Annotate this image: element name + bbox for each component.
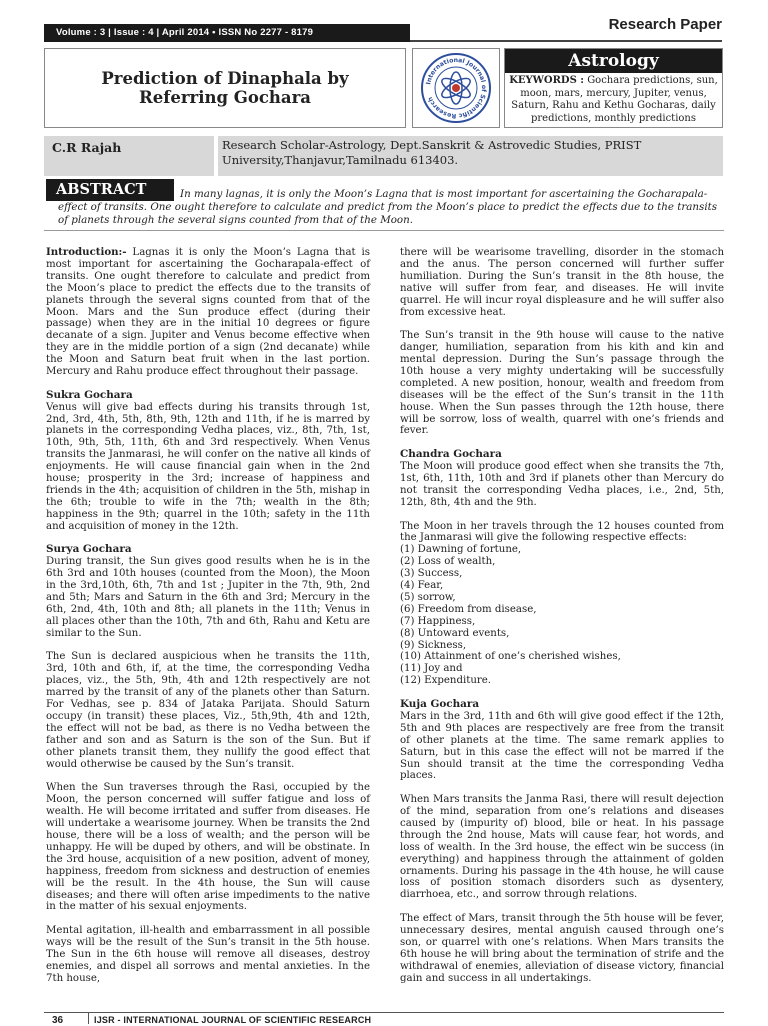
intro-label: Introduction:- (46, 246, 127, 258)
paragraph-surya-4: Mental agitation, ill-health and embarrassment in all possible ways will be the result of the Sun’s transit in the 5th house. The Sun in the 6th house will remove all diseases, destroy enemies, and dispel all sorrows and mental anxieties. In the 7th house, (46, 925, 370, 984)
list-item: (11) Joy and (400, 663, 463, 675)
abstract-text: In many lagnas, it is only the Moon’s Lagna that is most important for ascertaining the Gocharapala-effect of transits. One ought therefore to calculate and predict from the Moon’s place to predict the effects due to the transits of planets through the several signs counted from that of the Moon. (58, 188, 718, 226)
subject-heading: Astrology (505, 49, 722, 73)
issue-info-bar: Volume : 3 | Issue : 4 | April 2014 • ISSN No 2277 - 8179 (44, 24, 410, 42)
list-item: (10) Attainment of one’s cherished wishes, (400, 651, 621, 663)
list-item: (6) Freedom from disease, (400, 603, 537, 615)
intro-text: Lagnas it is only the Moon’s Lagna that is most important for ascertaining the Gocharapala-effect of transits. One ought therefore to calculate and predict from the Moon’s place to predict the effects due to the transits of planets through the several signs counted from that of the Moon. Mars and the Sun produce effect (during their passage) when they are in the initial 10 degrees or figure decanate of a sign. Jupiter and Venus become effective when they are in the middle portion of a sign (2nd decanate) while the Moon and Saturn beat fruit when in the last portion. Mercury and Rahu produce effect throughout their passage. (46, 247, 370, 378)
list-item: (2) Loss of wealth, (400, 556, 496, 568)
keywords-text: Gochara predictions, sun, moon, mars, mercury, Jupiter, venus, Saturn, Rahu and Kethu Gocharas, daily predictions, monthly predictions (511, 75, 718, 124)
paragraph-chandra-1: The Moon will produce good effect when she transits the 7th, 1st, 6th, 11th, 10th and 3rd if planets other than Mercury do not transit the corresponding Vedha places, i.e., 2nd, 5th, 12th, 8th, 4th and the 9th. (400, 461, 724, 508)
journal-name: IJSR - INTERNATIONAL JOURNAL OF SCIENTIFIC RESEARCH (94, 1015, 372, 1025)
paragraph-surya-2: The Sun is declared auspicious when he transits the 11th, 3rd, 10th and 6th, if, at the time, the corresponding Vedha places, viz., the 5th, 9th, 4th and 12th respectively are not marred by the transit of any of the planets other than Saturn. For Vedhas, see p. 834 of Jataka Parijata. Should Saturn occupy (in transit) these places, Viz., 5th,9th, 4th and 12th, the effect will not be bad, as there is no Vedha between the father and son and as Saturn is the son of the Sun. But if other planets transit them, they nullify the good effect that would otherwise be caused by the Sun’s transit. (46, 651, 370, 770)
keywords-label: KEYWORDS : (509, 75, 584, 86)
paper-title: Prediction of Dinaphala by Referring Gochara (101, 69, 349, 107)
svg-text:International Journal of Scien: International Journal of Scientific Research (425, 56, 488, 120)
list-item: (7) Happiness, (400, 615, 476, 627)
body-column-right (400, 247, 724, 996)
paragraph-introduction (46, 247, 370, 378)
chandra-effects-list (400, 544, 724, 687)
list-item: (5) sorrow, (400, 591, 456, 603)
list-item: (9) Sickness, (400, 639, 467, 651)
abstract-label: ABSTRACT (46, 179, 174, 201)
paragraph-surya-1: During transit, the Sun gives good results when he is in the 6th 3rd and 10th houses (counted from the Moon), the Moon in the 3rd,10th, 6th, 7th and 1st ; Jupiter in the 7th, 9th, 2nd and 5th; Mars and Saturn in the 6th and 3rd; Mercury in the 6th, 2nd, 4th, 10th and 8th; all planets in the 11th; Venus in all places other than the 10th, 7th and 6th, Rahu and Ketu are similar to the Sun. (46, 556, 370, 639)
list-item: (4) Fear, (400, 580, 444, 592)
journal-logo (412, 48, 500, 128)
list-item: (1) Dawning of fortune, (400, 544, 522, 556)
subject-box (504, 48, 723, 128)
footer-rule (44, 1012, 724, 1013)
header-rule (410, 40, 722, 42)
author-name: C.R Rajah (44, 136, 214, 176)
body-column-left (46, 247, 370, 996)
author-affiliation: Research Scholar-Astrology, Dept.Sanskrit & Astrovedic Studies, PRIST University,Thanjavur,Tamilnadu 613403. (218, 136, 723, 176)
section-heading-sukra: Sukra Gochara (46, 388, 133, 401)
list-item: (12) Expenditure. (400, 675, 492, 687)
paragraph-kuja-3: The effect of Mars, transit through the 5th house will be fever, unnecessary desires, mental anguish caused through one’s son, or quarrel with one’s relations. When Mars transits the 6th house he will bring about the termination of strife and the withdrawal of enemies, alleviation of disease victory, financial gain and success in all undertakings. (400, 913, 724, 984)
list-item: (8) Untoward events, (400, 627, 510, 639)
paragraph-chandra-2: The Moon in her travels through the 12 houses counted from the Janmarasi will give the following respective effects: (400, 520, 724, 544)
paragraph-kuja-1: Mars in the 3rd, 11th and 6th will give good effect if the 12th, 5th and 9th places are respectively are free from the transit of other planets at the time. The same remark applies to Saturn, but in this case the effect will not be marred if the Sun should transit at the time the corresponding Vedha places. (400, 710, 724, 782)
abstract-rule (44, 230, 724, 231)
section-heading-kuja: Kuja Gochara (400, 698, 480, 710)
section-heading-surya: Surya Gochara (46, 543, 132, 556)
paragraph-surya-5: there will be wearisome travelling, disorder in the stomach and the anus. The person concerned will further suffer humiliation. During the Sun’s transit in the 8th house, the native will suffer from fear, and diseases. He will invite quarrel. He will incur royal displeasure and he will suffer also from excessive heat. (400, 247, 724, 318)
section-heading-chandra: Chandra Gochara (400, 448, 502, 461)
keywords (505, 73, 722, 127)
page-number: 36 (52, 1015, 64, 1026)
paragraph-sukra: Venus will give bad effects during his transits through 1st, 2nd, 3rd, 4th, 5th, 8th, 9th, 12th and 11th, if he is marred by planets in the corresponding Vedha places, viz., 8th, 7th, 1st, 10th, 9th, 5th, 11th, 6th and 3rd respectively. When Venus transits the Janmarasi, he will confer on the native all kinds of enjoyments. He will cause financial gain when in the 2nd house; prosperity in the 3rd; increase of happiness and friends in the 4th; acquisition of children in the 5th, mishap in the 6th; trouble to wife in the 7th; wealth in the 8th; happiness in the 9th; quarrel in the 10th; safety in the 11th and acquisition of money in the 12th. (46, 401, 370, 532)
footer-separator (88, 1013, 89, 1024)
paragraph-surya-6: The Sun’s transit in the 9th house will cause to the native danger, humiliation, separation from his kith and kin and mental depression. During the Sun’s passage through the 10th house a very mighty undertaking will be successfully completed. A new position, honour, wealth and freedom from diseases will be the effect of the Sun’s transit in the 11th house. When the Sun passes through the 12th house, there will be sorrow, loss of wealth, quarrel with one’s friends and fever. (400, 330, 724, 437)
journal-seal-icon (418, 52, 494, 124)
paragraph-kuja-2: When Mars transits the Janma Rasi, there will result dejection of the mind, separation from one’s relations and diseases caused by (impurity of) blood, bile or heat. In his passage through the 2nd house, Mats will cause fear, hot words, and loss of wealth. In the 3rd house, the effect win be success (in everything) and happiness through the attainment of golden ornaments. During his passage in the 4th house, he will cause loss of position stomach disorders such as dysentery, diarrhoea, etc., and sorrow through relations. (400, 794, 724, 901)
title-box (44, 48, 406, 128)
list-item: (3) Success, (400, 568, 463, 580)
paragraph-surya-3: When the Sun traverses through the Rasi, occupied by the Moon, the person concerned will suffer fatigue and loss of wealth. He will become irritated and suffer from diseases. He will undertake a wearisome journey. When be transits the 2nd house, there will be a loss of wealth; and the person will be unhappy. He will be duped by others, and will be obstinate. In the 3rd house, acquisition of a new position, advent of money, happiness, freedom from sickness and destruction of enemies will be the result. In the 4th house, the Sun will cause diseases; and there will often arise impediments to the native in the matter of his sexual enjoyments. (46, 782, 370, 913)
paper-type-label: Research Paper (608, 16, 722, 33)
